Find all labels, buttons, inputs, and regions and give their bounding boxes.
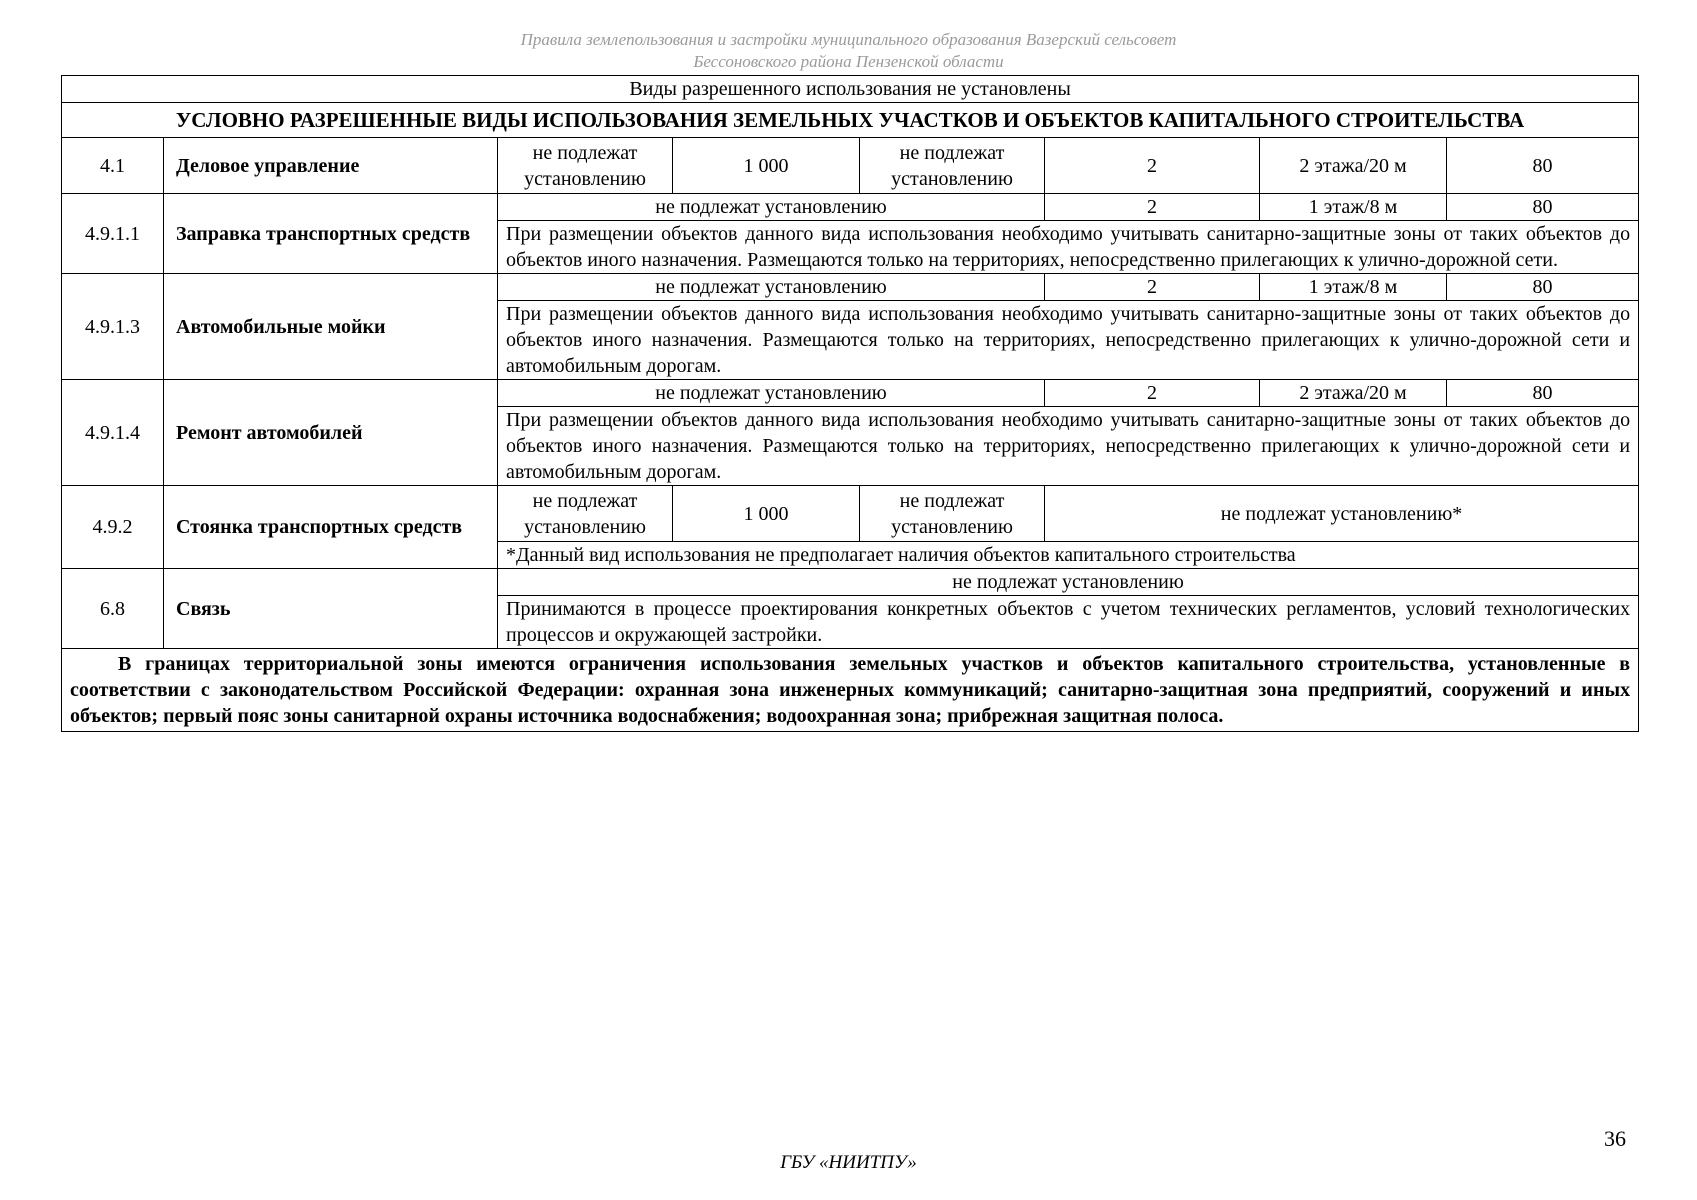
row-note: *Данный вид использования не предполагает наличия объектов капитального строительства [498, 542, 1639, 569]
row-code: 4.9.1.3 [62, 274, 164, 380]
table-row-6-8 [62, 569, 1639, 596]
row-name: Деловое управление [164, 138, 498, 194]
not-established-cell: Виды разрешенного использования не установлены [62, 76, 1639, 103]
row-note: Принимаются в процессе проектирования конкретных объектов с учетом технических регламентов, условий технологических процессов и окружающей застройки. [498, 596, 1639, 649]
table-row-not-established [62, 76, 1639, 103]
row-code: 4.9.1.4 [62, 380, 164, 486]
land-use-table [61, 75, 1639, 732]
setback-cell: 2 [1045, 274, 1260, 301]
params-cell: не подлежат установлению [498, 569, 1639, 596]
running-header-line-1: Правила землепользования и застройки муниципального образования Вазерский сельсовет [520, 30, 1177, 49]
area-cell: 1 000 [673, 138, 860, 194]
table-row-4-1 [62, 138, 1639, 194]
table-row-section-title [62, 103, 1639, 138]
row-code: 4.1 [62, 138, 164, 194]
max-size-cell: не подлежат установлению [860, 138, 1045, 194]
row-note: При размещении объектов данного вида использования необходимо учитывать санитарно-защитные зоны от таких объектов до объектов иного назначения. Размещаются только на территориях, непосредственно прилегающих к улично-дорожной сети и автомобильным дорогам. [498, 407, 1639, 486]
params-cell: не подлежат установлению [498, 274, 1045, 301]
row-name: Заправка транспортных средств [164, 194, 498, 274]
row-name: Ремонт автомобилей [164, 380, 498, 486]
coverage-cell: 80 [1447, 194, 1639, 221]
max-size-cell: не подлежат установлению [860, 486, 1045, 542]
running-header-line-2: Бессоновского района Пензенской области [693, 52, 1004, 71]
table-row-4-9-1-4 [62, 380, 1639, 407]
rest-params-cell: не подлежат установлению* [1045, 486, 1639, 542]
coverage-cell: 80 [1447, 138, 1639, 194]
row-note: При размещении объектов данного вида использования необходимо учитывать санитарно-защитные зоны от таких объектов до объектов иного назначения. Размещаются только на территориях, непосредственно прилегающих к улично-дорожной сети и автомобильным дорогам. [498, 301, 1639, 380]
min-size-cell: не подлежат установлению [498, 486, 673, 542]
params-cell: не подлежат установлению [498, 194, 1045, 221]
table-row-4-9-2 [62, 486, 1639, 542]
row-note: При размещении объектов данного вида использования необходимо учитывать санитарно-защитные зоны от таких объектов до объектов иного назначения. Размещаются только на территориях, непосредственно прилегающих к улично-дорожной сети. [498, 221, 1639, 274]
row-name: Стоянка транспортных средств [164, 486, 498, 569]
height-cell: 2 этажа/20 м [1260, 138, 1447, 194]
height-cell: 1 этаж/8 м [1260, 194, 1447, 221]
row-name: Связь [164, 569, 498, 649]
restrictions-note: В границах территориальной зоны имеются ограничения использования земельных участков и объектов капитального строительства, установленные в соответствии с законодательством Российской Федерации: охранная зона инженерных коммуникаций; санитарно-защитная зона предприятий, сооружений и иных объектов; первый пояс зоны санитарной охраны источника водоснабжения; водоохранная зона; прибрежная защитная полоса. [62, 649, 1639, 732]
row-code: 4.9.2 [62, 486, 164, 569]
height-cell: 2 этажа/20 м [1260, 380, 1447, 407]
page-number: 36 [1604, 1126, 1626, 1151]
row-code: 6.8 [62, 569, 164, 649]
page-footer: ГБУ «НИИТПУ» [780, 1152, 917, 1173]
table-row-4-9-1-1 [62, 194, 1639, 221]
coverage-cell: 80 [1447, 380, 1639, 407]
setback-cell: 2 [1045, 194, 1260, 221]
row-code: 4.9.1.1 [62, 194, 164, 274]
coverage-cell: 80 [1447, 274, 1639, 301]
area-cell: 1 000 [673, 486, 860, 542]
params-cell: не подлежат установлению [498, 380, 1045, 407]
row-name: Автомобильные мойки [164, 274, 498, 380]
table-row-4-9-1-3 [62, 274, 1639, 301]
height-cell: 1 этаж/8 м [1260, 274, 1447, 301]
min-size-cell: не подлежат установлению [498, 138, 673, 194]
setback-cell: 2 [1045, 138, 1260, 194]
setback-cell: 2 [1045, 380, 1260, 407]
section-title: УСЛОВНО РАЗРЕШЕННЫЕ ВИДЫ ИСПОЛЬЗОВАНИЯ ЗЕМЕЛЬНЫХ УЧАСТКОВ И ОБЪЕКТОВ КАПИТАЛЬНОГО СТРОИТЕЛЬСТВА [62, 103, 1639, 138]
table-row-restrictions [62, 649, 1639, 732]
